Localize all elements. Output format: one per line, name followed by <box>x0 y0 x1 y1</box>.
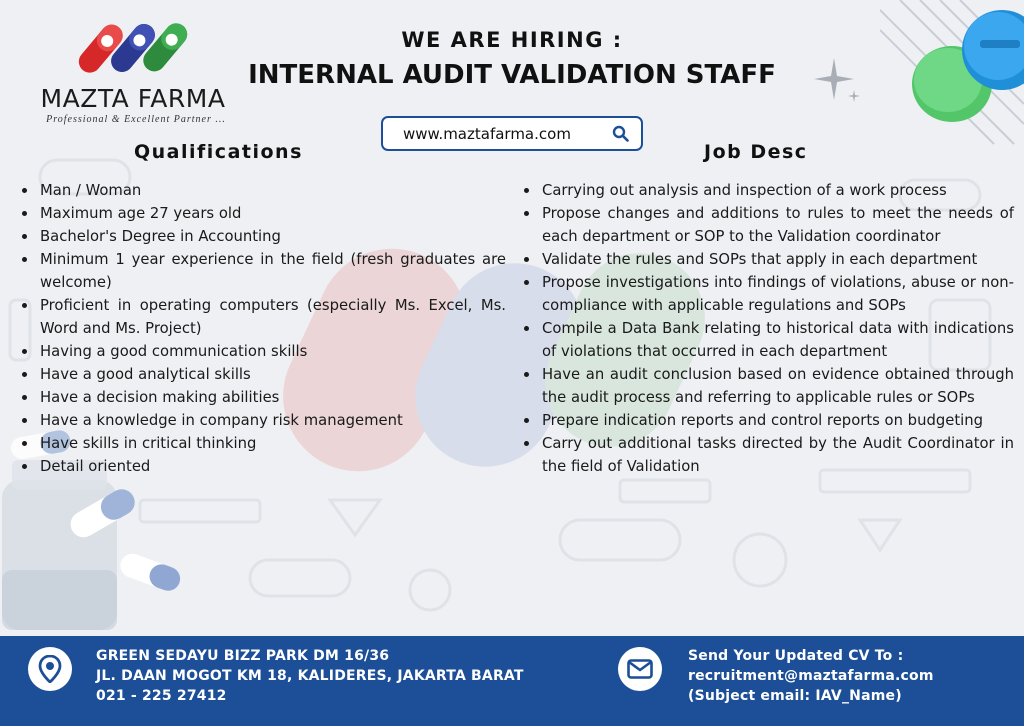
email-link[interactable]: recruitment@maztafarma.com <box>688 668 934 684</box>
cv-contact-info <box>688 646 1018 706</box>
position-title: INTERNAL AUDIT VALIDATION STAFF <box>248 60 776 90</box>
list-item: Prepare indication reports and control reports on budgeting <box>520 409 1014 432</box>
footer-bar <box>0 636 1024 726</box>
list-item: Compile a Data Bank relating to historical data with indications of violations that occurred in each department <box>520 317 1014 363</box>
list-item: Have an audit conclusion based on evidence obtained through the audit process and referring to applicable rules or SOPs <box>520 363 1014 409</box>
website-url-box[interactable] <box>381 116 643 151</box>
website-url[interactable]: www.maztafarma.com <box>403 124 571 143</box>
company-name: MAZTA FARMA <box>40 84 226 113</box>
list-item: Propose investigations into findings of violations, abuse or non-compliance with applicable regulations and SOPs <box>520 271 1014 317</box>
email-subject-note: (Subject email: IAV_Name) <box>688 688 902 704</box>
qualifications-list <box>18 179 506 478</box>
list-item: Maximum age 27 years old <box>18 202 506 225</box>
hiring-heading: WE ARE HIRING : <box>401 28 623 52</box>
list-item: Man / Woman <box>18 179 506 202</box>
logo-capsules-icon <box>78 18 188 78</box>
qualifications-heading: Qualifications <box>134 141 303 163</box>
list-item: Detail oriented <box>18 455 506 478</box>
list-item: Proficient in operating computers (especially Ms. Excel, Ms. Word and Ms. Project) <box>18 294 506 340</box>
list-item: Have a good analytical skills <box>18 363 506 386</box>
list-item: Have a knowledge in company risk management <box>18 409 506 432</box>
job-desc-heading: Job Desc <box>704 141 808 163</box>
list-item: Bachelor's Degree in Accounting <box>18 225 506 248</box>
address-line: JL. DAAN MOGOT KM 18, KALIDERES, JAKARTA BARAT <box>96 668 524 684</box>
sparkle-icon <box>812 54 864 106</box>
list-item: Have a decision making abilities <box>18 386 506 409</box>
list-item: Carry out additional tasks directed by the Audit Coordinator in the field of Validation <box>520 432 1014 478</box>
list-item: Validate the rules and SOPs that apply in each department <box>520 248 1014 271</box>
list-item: Propose changes and additions to rules to meet the needs of each department or SOP to the Validation coordinator <box>520 202 1014 248</box>
contact-heading: Send Your Updated CV To : <box>688 648 904 664</box>
envelope-icon <box>618 647 662 691</box>
list-item: Minimum 1 year experience in the field (fresh graduates are welcome) <box>18 248 506 294</box>
job-desc-list <box>520 179 1014 478</box>
tablets-illustration <box>880 0 1024 150</box>
list-item: Carrying out analysis and inspection of a work process <box>520 179 1014 202</box>
company-logo <box>28 18 238 128</box>
company-tagline: Professional & Excellent Partner ... <box>46 114 226 125</box>
location-pin-icon <box>28 647 72 691</box>
list-item: Have skills in critical thinking <box>18 432 506 455</box>
company-address <box>96 646 596 706</box>
list-item: Having a good communication skills <box>18 340 506 363</box>
address-line: GREEN SEDAYU BIZZ PARK DM 16/36 <box>96 648 390 664</box>
phone-number[interactable]: 021 - 225 27412 <box>96 688 227 704</box>
search-icon <box>612 125 629 142</box>
